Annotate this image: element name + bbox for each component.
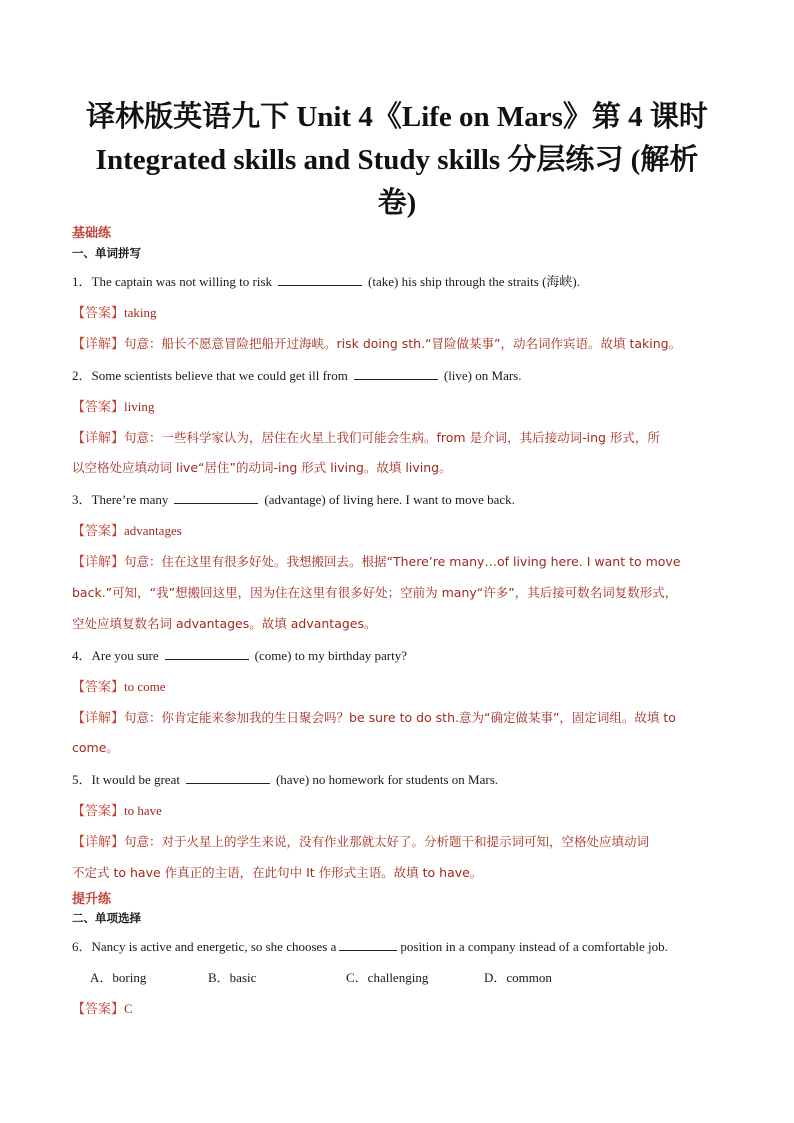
question-text-pre: There’re many — [91, 492, 169, 507]
question-text-post: position in a company instead of a comfortable job. — [400, 939, 668, 954]
question-1 — [72, 271, 580, 290]
detail-label: 【详解】 — [72, 431, 125, 446]
answer-value: advantages — [124, 523, 182, 538]
answer-1 — [72, 302, 157, 321]
options-6 — [90, 967, 552, 986]
answer-label: 【答案】 — [72, 1002, 125, 1017]
answer-value: C — [124, 1001, 133, 1016]
detail-4-cont: come。 — [72, 740, 119, 755]
detail-text: 句意：住在这里有很多好处。我想搬回去。根据“There’re many…of living here. I want to move — [124, 554, 681, 569]
detail-5-cont: 不定式 to have 作真正的主语，在此句中 It 作形式主语。故填 to have。 — [72, 865, 483, 880]
question-text-pre: Some scientists believe that we could get ill from — [91, 368, 348, 383]
answer-blank — [339, 940, 397, 951]
detail-label: 【详解】 — [72, 711, 125, 726]
answer-label: 【答案】 — [72, 524, 125, 539]
answer-blank — [174, 493, 258, 504]
question-text-pre: It would be great — [91, 772, 180, 787]
question-5 — [72, 769, 498, 788]
question-text-pre: The captain was not willing to risk — [91, 274, 273, 289]
detail-text: 句意：船长不愿意冒险把船开过海峡。risk doing sth.“冒险做某事”，动名词作宾语。故填 taking。 — [124, 336, 682, 351]
detail-label: 【详解】 — [72, 337, 125, 352]
detail-label: 【详解】 — [72, 835, 125, 850]
answer-value: to come — [124, 679, 166, 694]
section-advanced: 提升练 — [72, 892, 112, 907]
option-a: A．boring — [90, 970, 147, 985]
answer-value: to have — [124, 803, 162, 818]
question-text-pre: Nancy is active and energetic, so she chooses a — [91, 939, 337, 954]
answer-label: 【答案】 — [72, 400, 125, 415]
question-text-pre: Are you sure — [91, 648, 159, 663]
detail-label: 【详解】 — [72, 555, 125, 570]
question-text-post: (come) to my birthday party? — [254, 648, 408, 663]
section-basic: 基础练 — [72, 226, 112, 241]
detail-2 — [72, 427, 660, 446]
answer-label: 【答案】 — [72, 804, 125, 819]
question-number: 5． — [72, 772, 92, 787]
detail-3 — [72, 551, 681, 570]
detail-2-cont: 以空格处应填动词 live“居住”的动词-ing 形式 living。故填 living。 — [72, 460, 452, 475]
answer-blank — [278, 275, 362, 286]
detail-3-cont-1: back.”可知，“我”想搬回这里，因为住在这里有很多好处；空前为 many“许多”，其后接可数名词复数形式， — [72, 585, 678, 600]
question-4 — [72, 645, 407, 664]
question-number: 1． — [72, 274, 92, 289]
option-b: B．basic — [208, 970, 257, 985]
detail-1 — [72, 333, 681, 352]
question-6 — [72, 936, 668, 955]
answer-4 — [72, 676, 166, 695]
detail-3-cont-2: 空处应填复数名词 advantages。故填 advantages。 — [72, 616, 377, 631]
option-c: C．challenging — [346, 970, 429, 985]
answer-label: 【答案】 — [72, 680, 125, 695]
question-number: 4． — [72, 648, 92, 663]
question-text-post: (advantage) of living here. I want to move back. — [264, 492, 515, 507]
question-text-post: (take) his ship through the straits (海峡). — [368, 274, 580, 289]
part-heading-choice: 二、单项选择 — [72, 911, 141, 925]
answer-3 — [72, 520, 182, 539]
detail-text: 句意：一些科学家认为，居住在火星上我们可能会生病。from 是介词，其后接动词-ing 形式，所 — [124, 430, 660, 445]
answer-2 — [72, 396, 154, 415]
answer-6 — [72, 998, 133, 1017]
detail-text: 句意：对于火星上的学生来说，没有作业那就太好了。分析题干和提示词可知，空格处应填动词 — [124, 834, 650, 849]
question-3 — [72, 489, 515, 508]
title-line-1: 译林版英语九下 Unit 4《Life on Mars》第 4 课时 — [86, 101, 708, 133]
answer-value: taking — [124, 305, 157, 320]
answer-blank — [165, 649, 249, 660]
question-text-post: (live) on Mars. — [443, 368, 522, 383]
title-line-2: Integrated skills and Study skills 分层练习 (解析 — [95, 144, 699, 176]
detail-5 — [72, 831, 649, 850]
question-text-post: (have) no homework for students on Mars. — [275, 772, 499, 787]
question-number: 3． — [72, 492, 92, 507]
answer-blank — [354, 369, 438, 380]
title-line-3: 卷) — [377, 187, 417, 219]
answer-label: 【答案】 — [72, 306, 125, 321]
detail-text: 句意：你肯定能来参加我的生日聚会吗？be sure to do sth.意为“确定做某事”，固定词组。故填 to — [124, 710, 676, 725]
answer-value: living — [124, 399, 155, 414]
question-2 — [72, 365, 521, 384]
answer-blank — [186, 773, 270, 784]
option-d: D．common — [484, 970, 552, 985]
answer-5 — [72, 800, 162, 819]
question-number: 6． — [72, 939, 92, 954]
question-number: 2． — [72, 368, 92, 383]
detail-4 — [72, 707, 676, 726]
part-heading-spelling: 一、单词拼写 — [72, 246, 141, 260]
document-title — [40, 96, 754, 225]
